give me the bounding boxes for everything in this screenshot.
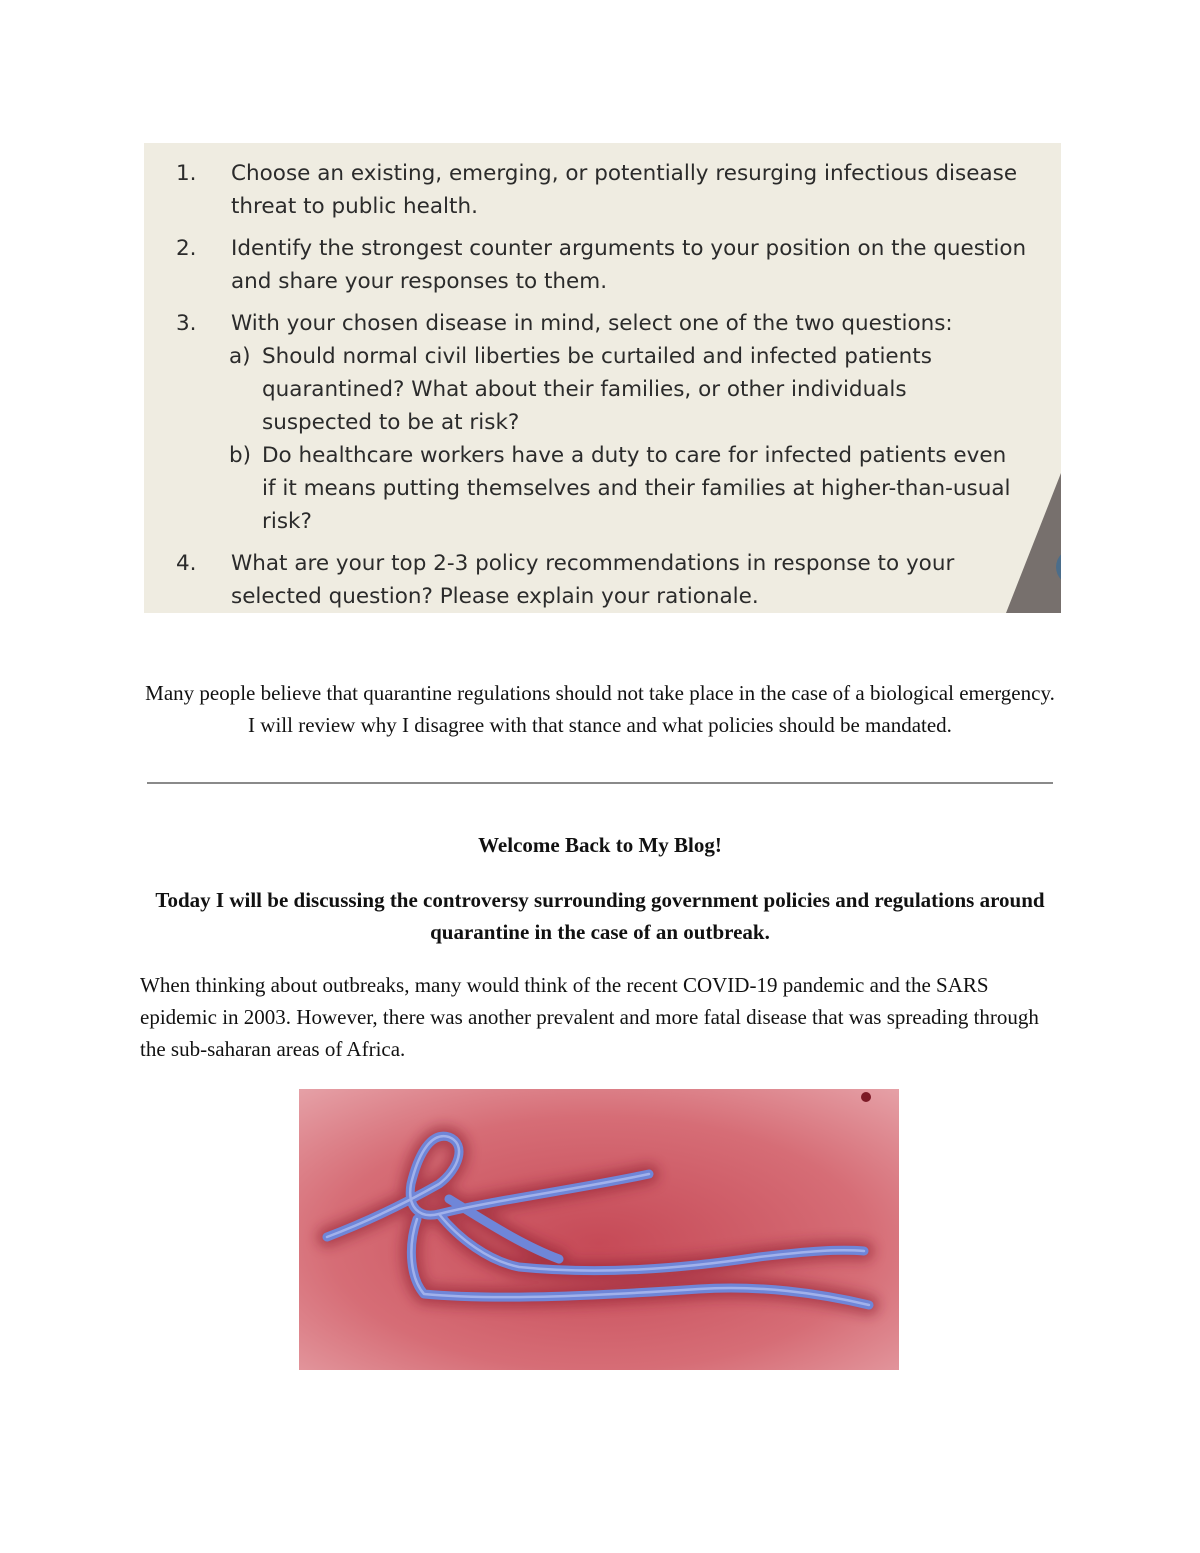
subquestion-label: a) — [229, 344, 251, 369]
question-text: What are your top 2-3 policy recommendations in response to your selected question? Please explain your rationale. — [231, 551, 955, 609]
subquestion-text: Do healthcare workers have a duty to care for infected patients even if it means putting themselves and their families at higher-than-usual risk? — [262, 443, 1011, 534]
ebola-virus-micrograph — [299, 1089, 899, 1370]
blog-paragraph: When thinking about outbreaks, many would think of the recent COVID-19 pandemic and the SARS epidemic in 2003. However, there was another prevalent and more fatal disease that was spreading through the sub-saharan areas of Africa. — [140, 973, 1039, 1061]
blog-subheading: Today I will be discussing the controversy surrounding government policies and regulations around quarantine in the case of an outbreak. — [155, 888, 1045, 944]
blog-welcome-heading: Welcome Back to My Blog! — [478, 833, 722, 857]
question-number: 2. — [176, 236, 197, 261]
question-text: Choose an existing, emerging, or potentially resurging infectious disease threat to public health. — [231, 161, 1018, 219]
question-number: 4. — [176, 551, 197, 576]
question-number: 1. — [176, 161, 197, 186]
intro-paragraph: Many people believe that quarantine regulations should not take place in the case of a biological emergency. I will review why I disagree with that stance and what policies should be mandated. — [145, 681, 1055, 737]
horizontal-divider — [147, 782, 1053, 784]
question-number: 3. — [176, 311, 197, 336]
subquestion-label: b) — [229, 443, 252, 468]
question-text: With your chosen disease in mind, select one of the two questions: — [231, 311, 953, 336]
assignment-prompt-image — [144, 143, 1061, 613]
subquestion-text: Should normal civil liberties be curtailed and infected patients quarantined? What about their families, or other individuals suspected to be at risk? — [262, 344, 932, 435]
question-text: Identify the strongest counter arguments to your position on the question and share your responses to them. — [231, 236, 1027, 294]
